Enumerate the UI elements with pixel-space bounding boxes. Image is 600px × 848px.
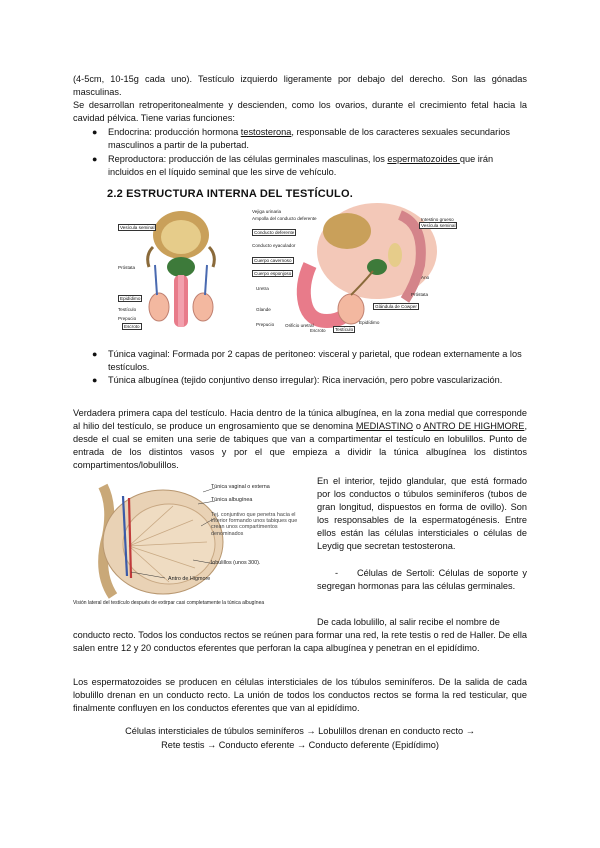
intro-line-2: Se desarrollan retroperitonealmente y descienden, como los ovarios, durante el crecimiento fetal hacia la cavidad pélvica. Tiene varias funciones:: [73, 100, 527, 123]
albuginea-text: , desde el cual se emiten una serie de tabiques que van a compartimentar el testículo en lobulillos. Punto de entrada de los distintos vasos y por el que empieza a dividir la túnica albugínea los distintos compartimentos/lobulillos.: [73, 421, 527, 470]
vessel-left: [155, 265, 157, 295]
bladder-sagittal: [323, 213, 371, 249]
function-text: Endocrina: producción hormona: [108, 127, 241, 137]
label-testiculo: Testículo: [118, 307, 137, 312]
label-epididimo: Epidídimo: [120, 296, 141, 301]
label-intestino: Intestino grueso: [421, 217, 454, 222]
label-orificio-uretral: Orificio uretral: [285, 323, 314, 328]
bullet-icon: ●: [92, 375, 98, 385]
vas-right: [209, 247, 214, 267]
label-prepucio-2: Prepucio: [256, 322, 275, 327]
figure-caption: Visión lateral del testículo después de extirpar casi completamente la túnica albugínea: [73, 600, 265, 606]
tunica-text: Túnica vaginal: Formada por 2 capas de peritoneo: visceral y parietal, que rodean externamente a los testículos.: [108, 349, 522, 372]
prostate-sagittal: [367, 259, 387, 275]
function-endocrine: [92, 126, 527, 152]
function-reproductive: [92, 153, 527, 179]
label-cowper: Glándula de Cowper: [375, 304, 417, 309]
label-uretra: Uretra: [256, 286, 269, 291]
prostate-shape: [167, 257, 195, 277]
label-vejiga: Vejiga urinaria: [252, 209, 282, 214]
label-ano: Ano: [421, 275, 430, 280]
tunica-text: Túnica albugínea (tejido conjuntivo denso irregular): Rica inervación, pero pobre vascularización.: [108, 375, 503, 385]
flow-line-1: Células intersticiales de túbulos seminíferos → Lobulillos drenan en conducto recto →: [125, 726, 475, 736]
label-lobulillos: lobulillos (unos 300).: [211, 560, 261, 566]
lobulillo-paragraph-b: conducto recto. Todos los conductos rectos se reúnen para formar una red, la rete testis o red de Haller. De ella salen entre 12 y 20 conductos eferentes que perforan la capa albugínea y penetran en el epidídimo.: [73, 630, 527, 653]
testosterona-link[interactable]: testosterona: [240, 127, 292, 137]
intro-block: [73, 73, 527, 125]
espermatozoides-paragraph: Los espermatozoides se producen en células intersticiales de los túbulos seminíferos. De la salida de cada lobulillo drenan en un conducto recto. La unión de todos los conductos rectos se forma la red testicular, que finalmente confluyen en los conductos eferentes que van al epidídimo.: [73, 677, 527, 713]
label-tabiques: Tej. conjuntivo que penetra hacia el interior formando unos tabiques que crean unos compartimentos denominados: [211, 512, 298, 537]
label-prepucio: Prepucio: [118, 316, 137, 321]
vas-left: [148, 247, 153, 267]
label-escroto-2: Escroto: [310, 328, 326, 333]
tunica-vaginal-item: [92, 348, 527, 374]
testis-right: [193, 293, 213, 321]
bullet-icon: ●: [92, 349, 98, 359]
label-glande: Glande: [256, 307, 271, 312]
albuginea-paragraph: [73, 407, 527, 472]
function-text: que irán incluidos en el líquido seminal que les sirve de vehículo.: [108, 154, 494, 177]
mediastino-link[interactable]: MEDIASTINO: [355, 421, 414, 431]
reproductive-anatomy-figure: [115, 205, 456, 335]
label-escroto: Escroto: [124, 324, 140, 329]
sertoli-text: Células de Sertoli: Células de soporte y segregan hormonas para las células germinales.: [317, 568, 527, 591]
antro-highmore-link[interactable]: ANTRO DE HIGHMORE: [423, 421, 525, 431]
label-vesicula-seminal-r: Vesícula seminal: [421, 223, 456, 228]
label-prostata: Próstata: [118, 265, 136, 270]
section-title: 2.2 ESTRUCTURA INTERNA DEL TESTÍCULO.: [107, 188, 353, 200]
interior-paragraph: En el interior, tejido glandular, que está formado por los conductos o túbulos seminíferos (tubos de gran longitud, dispuestos en forma de ovillo). Son los responsables de la espermatogénesis. Entre ellos están las células intersticiales o células de Leydig que secretan testosterona.: [317, 476, 527, 551]
label-conducto-eyaculador: Conducto eyaculador: [252, 243, 296, 248]
lobulillo-paragraph-a: De cada lobulillo, al salir recibe el nombre de: [317, 617, 500, 627]
function-text: Reproductora: producción de las células germinales masculinas, los: [108, 154, 388, 164]
label-conducto-deferente: Conducto deferente: [254, 230, 295, 235]
label-cuerpo-esponjoso: Cuerpo esponjoso: [254, 271, 292, 276]
intro-line-1: (4-5cm, 10-15g cada uno). Testículo izquierdo ligeramente por debajo del derecho. Son las gónadas masculinas.: [73, 74, 527, 97]
dash-icon: -: [335, 568, 339, 578]
tunica-albuginea-item: [92, 374, 527, 387]
albuginea-text: Verdadera primera capa del testículo. Hacia dentro de la túnica albugínea, en la zona medial que corresponde al hilio del testículo, se produce un engrosamiento que se denomina: [73, 408, 527, 431]
bladder-inner: [161, 220, 201, 254]
label-tunica-albuginea: Túnica albugínea: [211, 497, 253, 503]
urethra-shape: [178, 275, 184, 327]
label-cuerpo-cavernoso: Cuerpo cavernoso: [254, 258, 292, 263]
bullet-icon: ●: [92, 127, 98, 137]
label-antro-higmore: Antro de Higmore: [168, 576, 211, 582]
vessel-right: [205, 265, 207, 295]
label-testiculo-r: Testículo: [335, 327, 354, 332]
testis-left: [149, 293, 169, 321]
seminal-vesicle-sagittal: [388, 243, 402, 267]
function-text: , responsable de los caracteres sexuales secundarios masculinos a partir de la pubertad.: [108, 127, 510, 150]
espermatozoides-link[interactable]: espermatozoides: [387, 154, 460, 164]
sertoli-item: [317, 567, 527, 593]
label-tunica-vaginal: Túnica vaginal o externa: [211, 484, 270, 490]
label-ampolla: Ampolla del conducto deferente: [252, 216, 317, 221]
testis-lateral-figure: [73, 476, 309, 614]
albuginea-text: o: [413, 421, 424, 431]
bullet-icon: ●: [92, 154, 98, 164]
flow-line-2: Rete testis → Conducto eferente → Conducto deferente (Epidídimo): [161, 740, 439, 750]
label-vesicula-seminal: Vesícula seminal: [120, 225, 155, 230]
label-epididimo-r: Epidídimo: [359, 320, 380, 325]
label-prostata-r: Próstata: [411, 292, 429, 297]
